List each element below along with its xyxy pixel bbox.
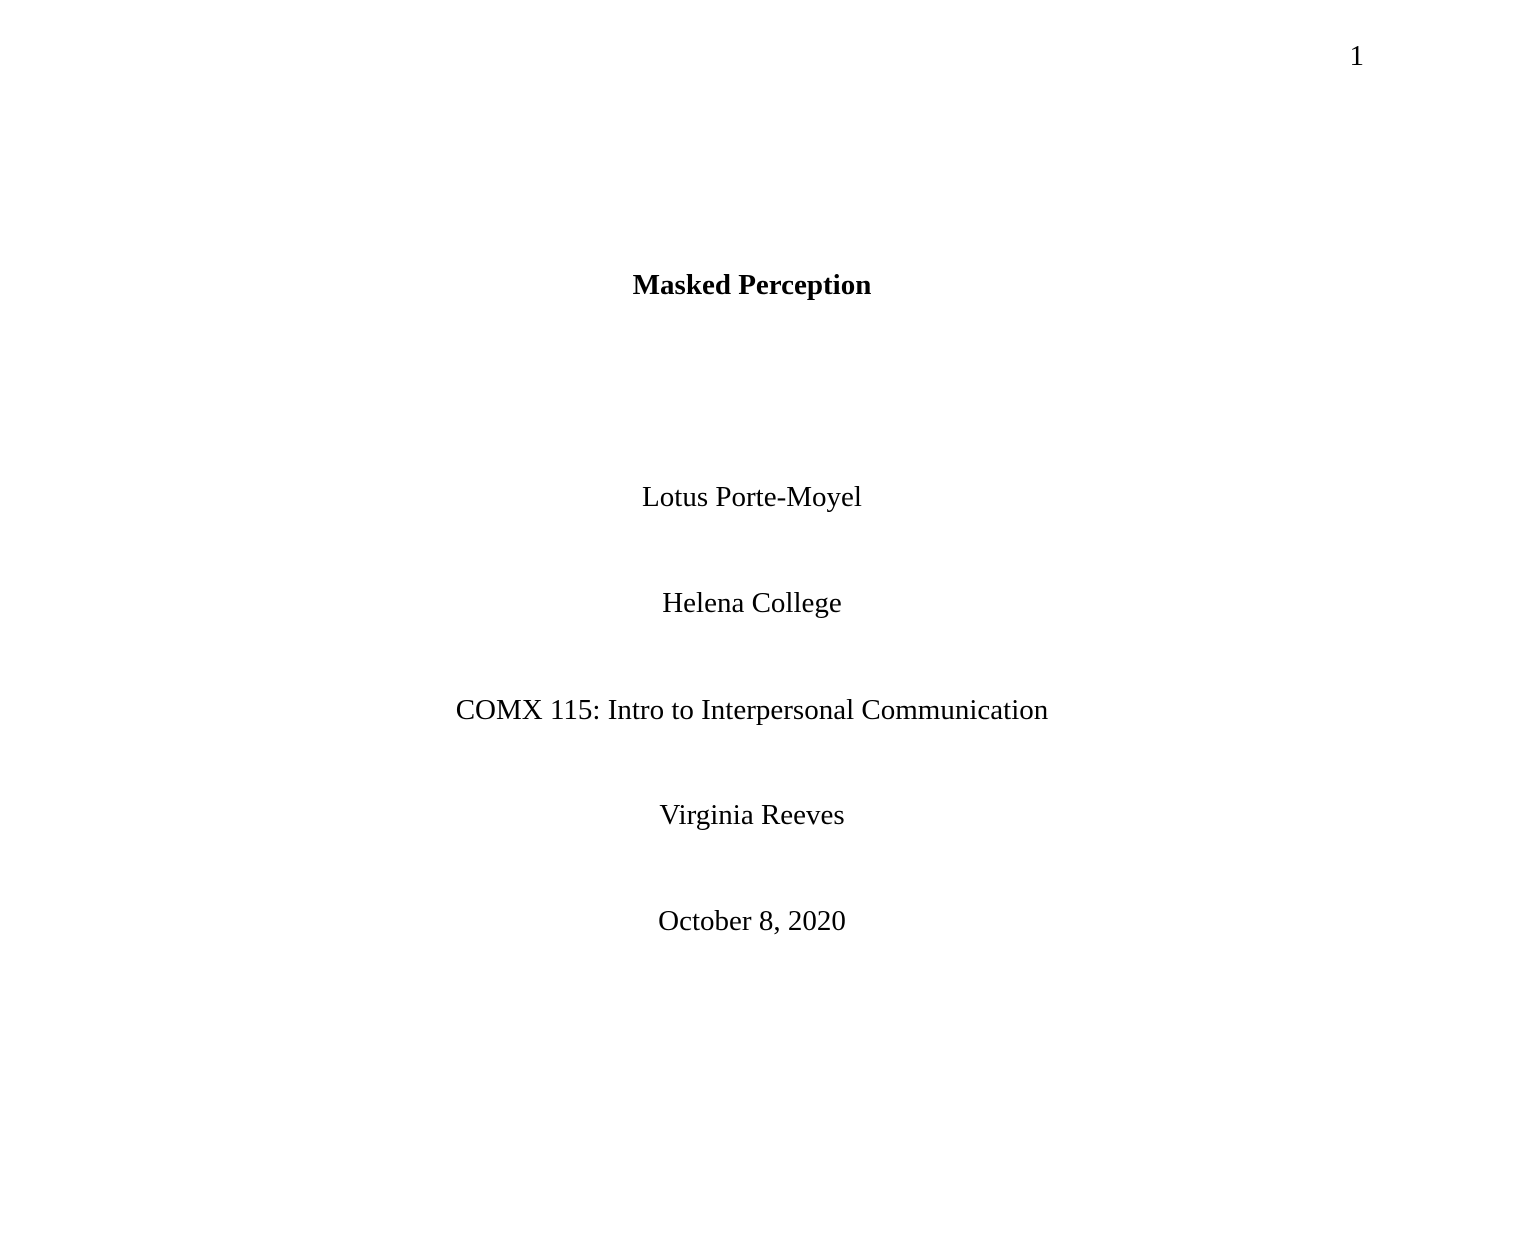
course-name: COMX 115: Intro to Interpersonal Communication (455, 694, 1049, 726)
author-name: Lotus Porte-Moyel (642, 481, 862, 513)
submission-date: October 8, 2020 (658, 905, 846, 937)
paper-title: Masked Perception (632, 269, 872, 301)
instructor-name: Virginia Reeves (659, 799, 845, 831)
page-number: 1 (1349, 40, 1364, 72)
institution-name: Helena College (662, 587, 842, 619)
